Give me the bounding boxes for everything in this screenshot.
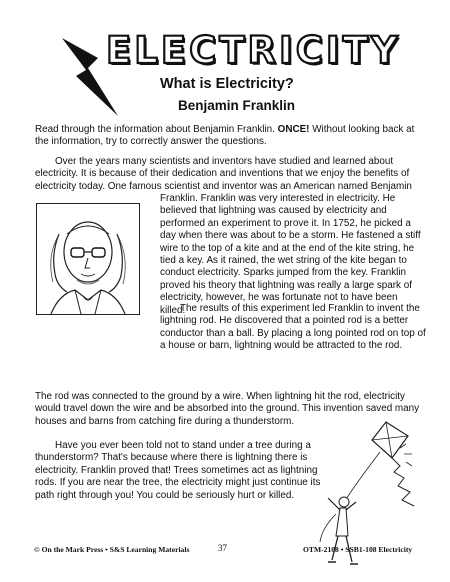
instructions: Read through the information about Benjamin Franklin. ONCE! Without looking back at the information, try to correctly answer the questions. (35, 124, 415, 148)
paragraph-3: Have you ever been told not to stand under a tree during a thunderstorm? That's because where there is lightning there is electricity. Franklin proved that! Trees sometimes act as lightning rods. If you are near the tree, the electricity might just continue its path right through you! You could be seriously hurt or killed. (35, 440, 321, 501)
paragraph-2-wrap: The results of this experiment led Franklin to invent the lightning rod. He discovered that a pointed rod is a better conductor than a ball. By placing a long pointed rod on top of a house or barn, lightning would be attracted to the rod. (160, 303, 426, 352)
footer-product-code: OTM-2108 • SSB1-108 Electricity (303, 545, 413, 554)
page-title: ELECTRICITY (106, 29, 401, 72)
franklin-portrait (36, 203, 140, 315)
paragraph-1-wrap: Franklin. Franklin was very interested in electricity. He believed that lightning was caused by electricity and performed an experiment to prove it. In 1752, he picked a day when there was about to be a storm. He fastened a stiff wire to the top of a kite and at the end of the kite string, he tied a key. As it rained, the wet string of the kite began to conduct electricity. Sparks jumped from the key. Franklin proved his theory that lightning was really a large spark of electricity, however, he was fortunate not to have been killed. (160, 193, 421, 316)
footer-publisher: © On the Mark Press • S&S Learning Materials (34, 545, 190, 554)
topic-heading: Benjamin Franklin (178, 98, 296, 113)
paragraph-2-full: The rod was connected to the ground by a wire. When lightning hit the rod, electricity would travel down the wire and be absorbed into the ground. This invention saved many houses and barns from catching fire during a thunderstorm. (35, 391, 420, 427)
instructions-emphasis: ONCE! (277, 124, 310, 135)
footer-page-number: 37 (218, 543, 227, 553)
paragraph-1-top: Over the years many scientists and inventors have studied and learned about electricity. It is because of their dedication and inventions that we enjoy the benefits of electricity today. One famous scientist and inventor was an American named Benjamin (35, 156, 412, 192)
page-subtitle: What is Electricity? (160, 76, 294, 92)
